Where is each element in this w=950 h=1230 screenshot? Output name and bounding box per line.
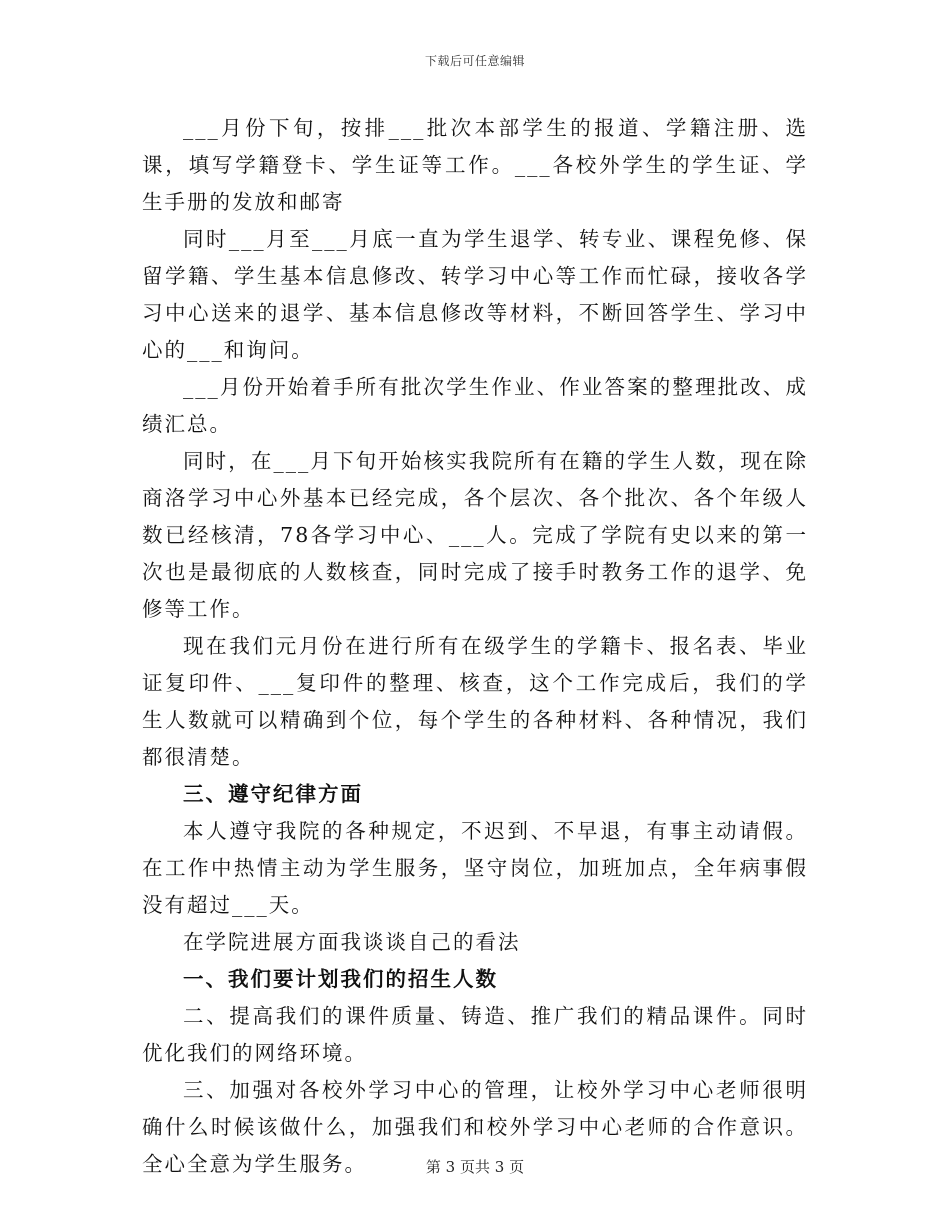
paragraph-6: 本人遵守我院的各种规定，不迟到、不早退，有事主动请假。在工作中热情主动为学生服务，坚守岗位，加班加点，全年病事假没有超过___天。 [142, 819, 808, 917]
paragraph-3: ___月份开始着手所有批次学生作业、作业答案的整理批改、成绩汇总。 [142, 375, 808, 436]
page-header: 下载后可任意编辑 [424, 54, 525, 68]
section-heading-enrollment: 一、我们要计划我们的招生人数 [183, 967, 498, 991]
paragraph-9: 三、加强对各校外学习中心的管理，让校外学习中心老师很明确什么时候该做什么，加强我们和校外学习中心老师的合作意识。全心全意为学生服务。 [142, 1078, 808, 1176]
paragraph-8: 二、提高我们的课件质量、铸造、推广我们的精品课件。同时优化我们的网络环境。 [142, 1004, 808, 1065]
paragraph-2: 同时___月至___月底一直为学生退学、转专业、课程免修、保留学籍、学生基本信息修改、转学习中心等工作而忙碌，接收各学习中心送来的退学、基本信息修改等材料，不断回答学生、学习中心的___和询问。 [142, 227, 808, 362]
paragraph-4: 同时，在___月下旬开始核实我院所有在籍的学生人数，现在除商洛学习中心外基本已经完成，各个层次、各个批次、各个年级人数已经核清，78各学习中心、___人。完成了学院有史以来的第一次也是最彻底的人数核查，同时完成了接手时教务工作的退学、免修等工作。 [142, 449, 808, 621]
section-heading-discipline: 三、遵守纪律方面 [183, 782, 363, 806]
document-body [142, 110, 808, 1183]
paragraph-5: 现在我们元月份在进行所有在级学生的学籍卡、报名表、毕业证复印件、___复印件的整理、核查，这个工作完成后，我们的学生人数就可以精确到个位，每个学生的各种材料、各种情况，我们都很清楚。 [142, 634, 808, 769]
paragraph-7: 在学院进展方面我谈谈自己的看法 [183, 930, 521, 954]
page-footer: 第 3 页共 3 页 [425, 1158, 525, 1176]
paragraph-1: ___月份下旬，按排___批次本部学生的报道、学籍注册、选课，填写学籍登卡、学生证等工作。___各校外学生的学生证、学生手册的发放和邮寄 [142, 116, 808, 214]
